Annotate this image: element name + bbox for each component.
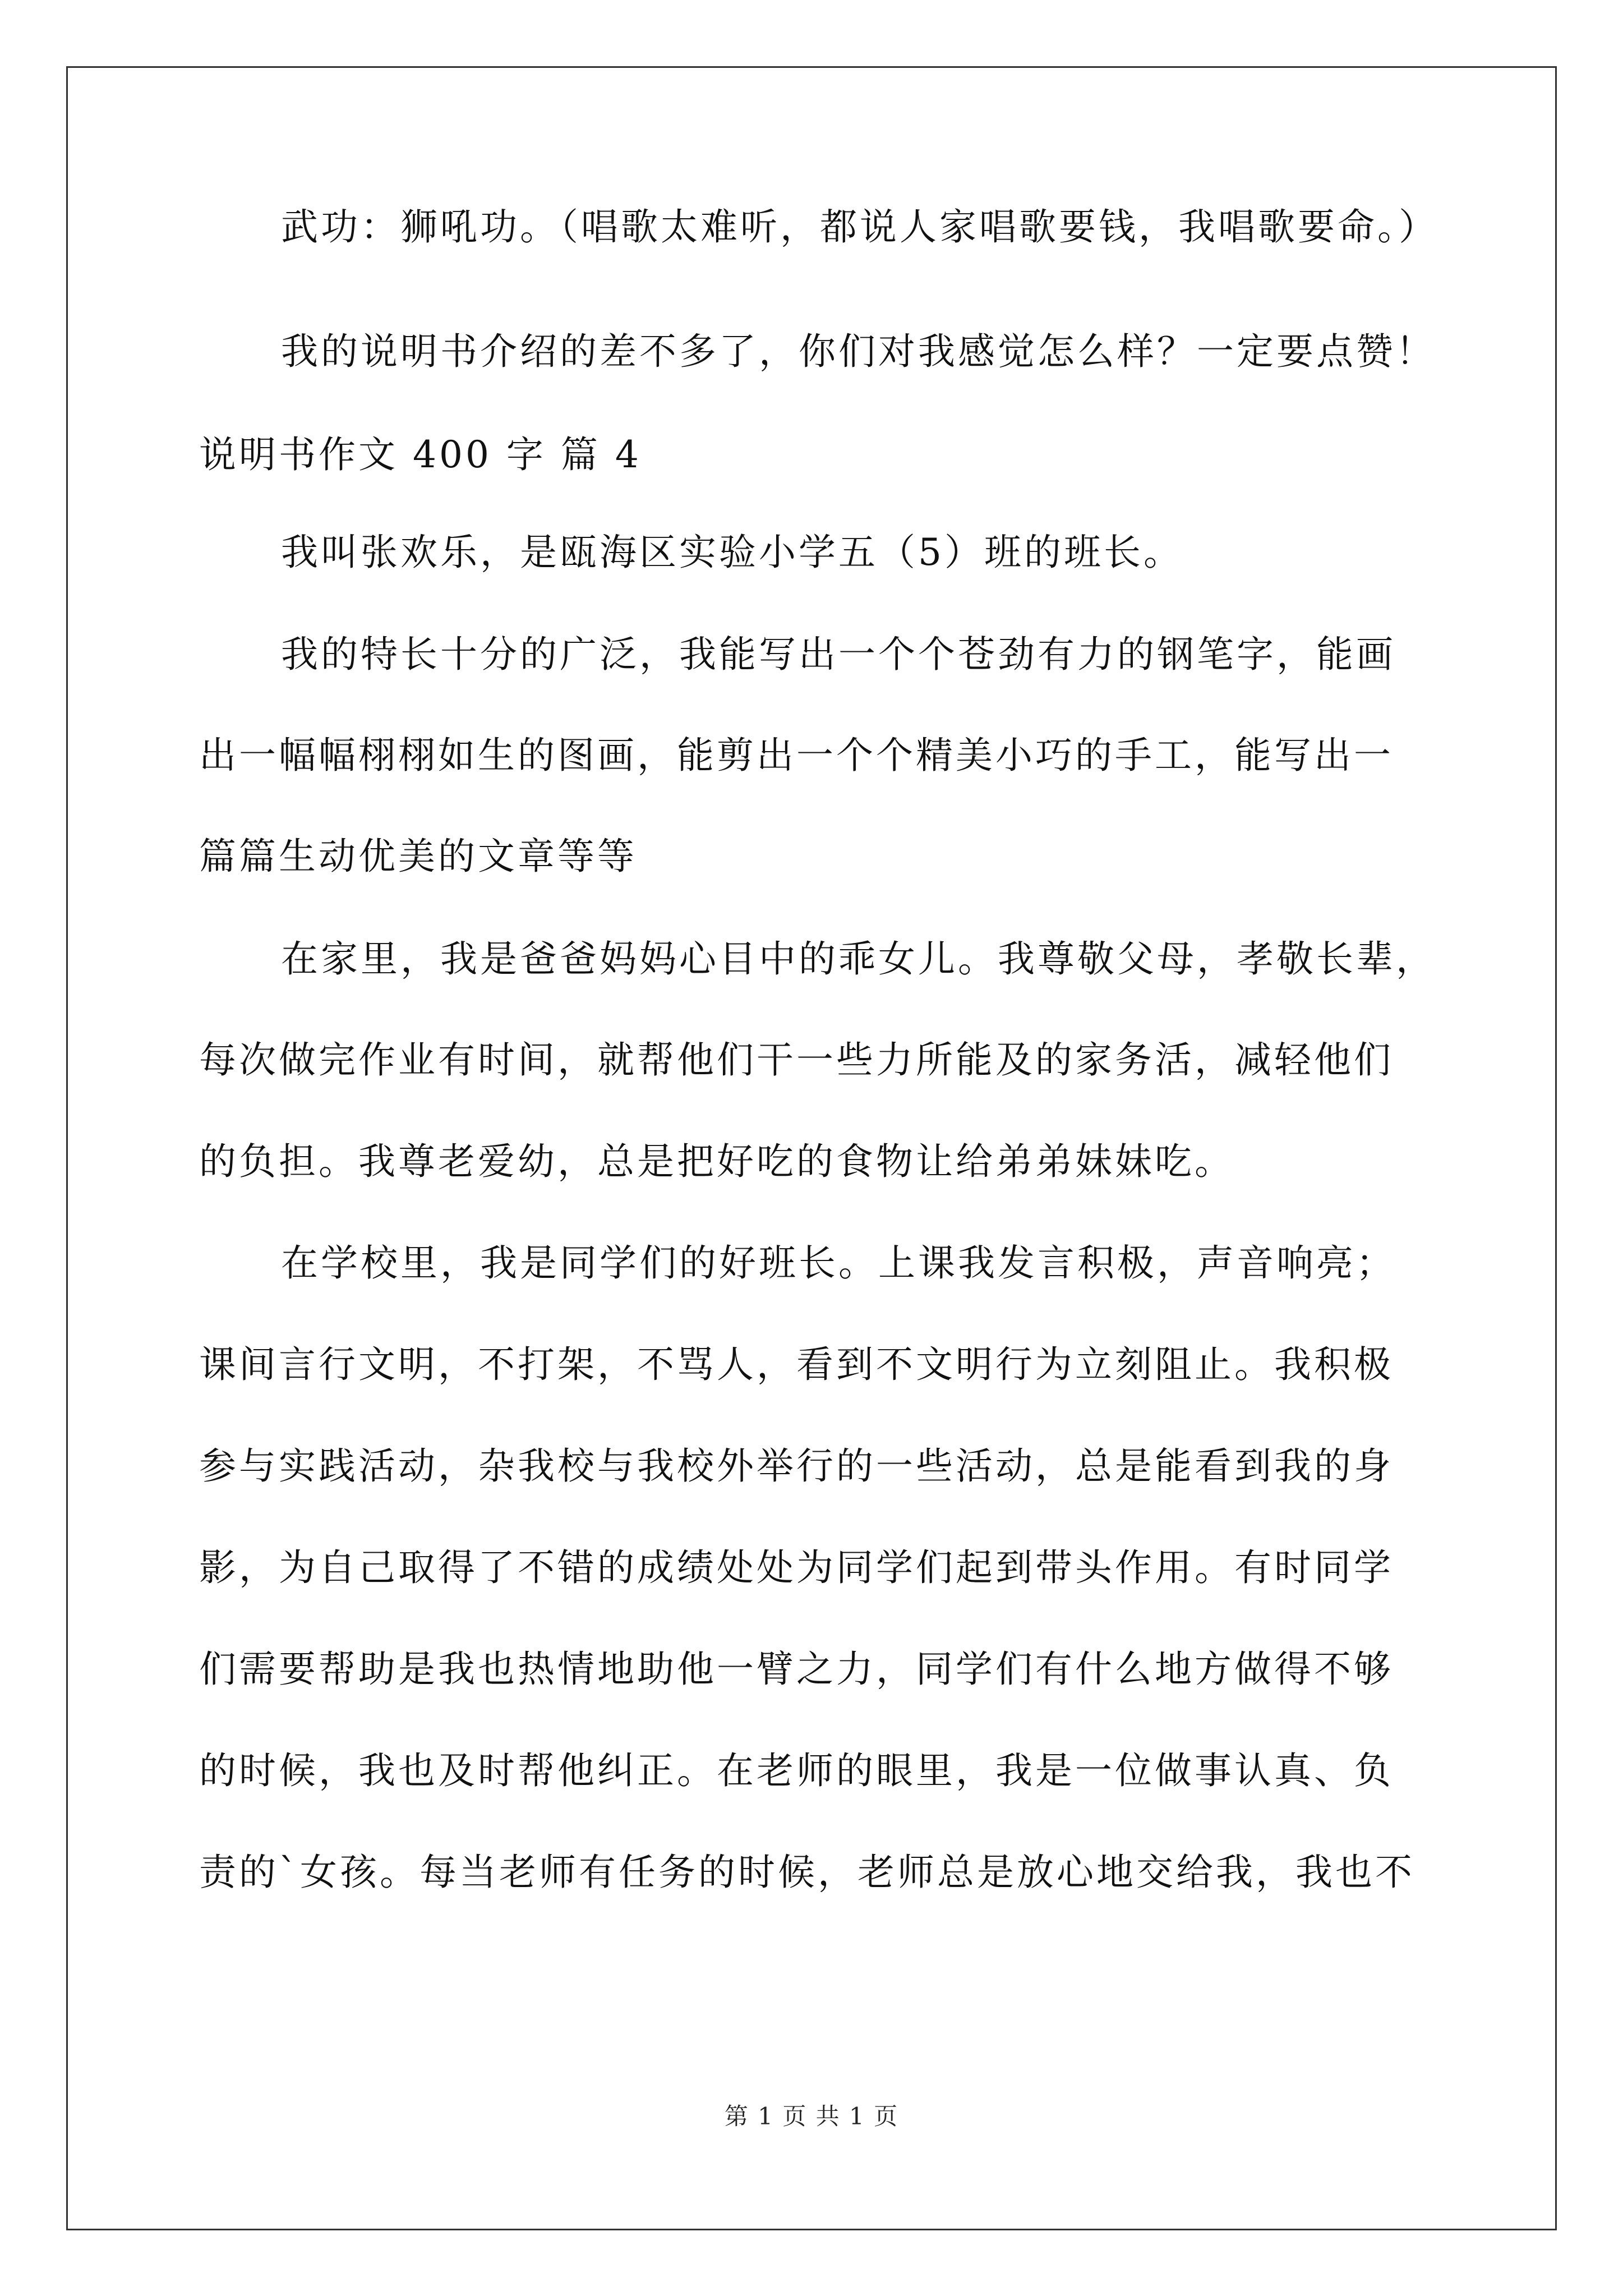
- paragraph-line: 们需要帮助是我也热情地助他一臂之力，同学们有什么地方做得不够: [199, 1648, 1394, 1691]
- paragraph-line: 的时候，我也及时帮他纠正。在老师的眼里，我是一位做事认真、负: [199, 1749, 1394, 1792]
- section-heading: 说明书作文 400 字 篇 4: [199, 433, 642, 476]
- paragraph-line: 我的说明书介绍的差不多了，你们对我感觉怎么样？一定要点赞！: [281, 330, 1436, 373]
- page-footer: 第 1 页 共 1 页: [724, 2102, 899, 2130]
- paragraph-line: 在学校里，我是同学们的好班长。上课我发言积极，声音响亮；: [281, 1241, 1396, 1285]
- paragraph-line: 每次做完作业有时间，就帮他们干一些力所能及的家务活，减轻他们: [199, 1038, 1394, 1082]
- paragraph-line: 课间言行文明，不打架，不骂人，看到不文明行为立刻阻止。我积极: [199, 1343, 1394, 1386]
- paragraph-line: 武功：狮吼功。（唱歌太难听，都说人家唱歌要钱，我唱歌要命。）: [281, 205, 1438, 249]
- paragraph-line: 我叫张欢乐，是瓯海区实验小学五（5）班的班长。: [281, 531, 1183, 574]
- paragraph-line: 责的`女孩。每当老师有任务的时候，老师总是放心地交给我，我也不: [199, 1851, 1415, 1894]
- paragraph-line: 影，为自己取得了不错的成绩处处为同学们起到带头作用。有时同学: [199, 1546, 1394, 1589]
- paragraph-line: 出一幅幅栩栩如生的图画，能剪出一个个精美小巧的手工，能写出一: [199, 734, 1394, 777]
- paragraph-line: 在家里，我是爸爸妈妈心目中的乖女儿。我尊敬父母，孝敬长辈，: [281, 937, 1436, 981]
- paragraph-line: 我的特长十分的广泛，我能写出一个个苍劲有力的钢笔字，能画: [281, 633, 1396, 676]
- paragraph-line: 参与实践活动，杂我校与我校外举行的一些活动，总是能看到我的身: [199, 1444, 1394, 1488]
- paragraph-line: 篇篇生动优美的文章等等: [199, 835, 637, 878]
- paragraph-line: 的负担。我尊老爱幼，总是把好吃的食物让给弟弟妹妹吃。: [199, 1140, 1234, 1183]
